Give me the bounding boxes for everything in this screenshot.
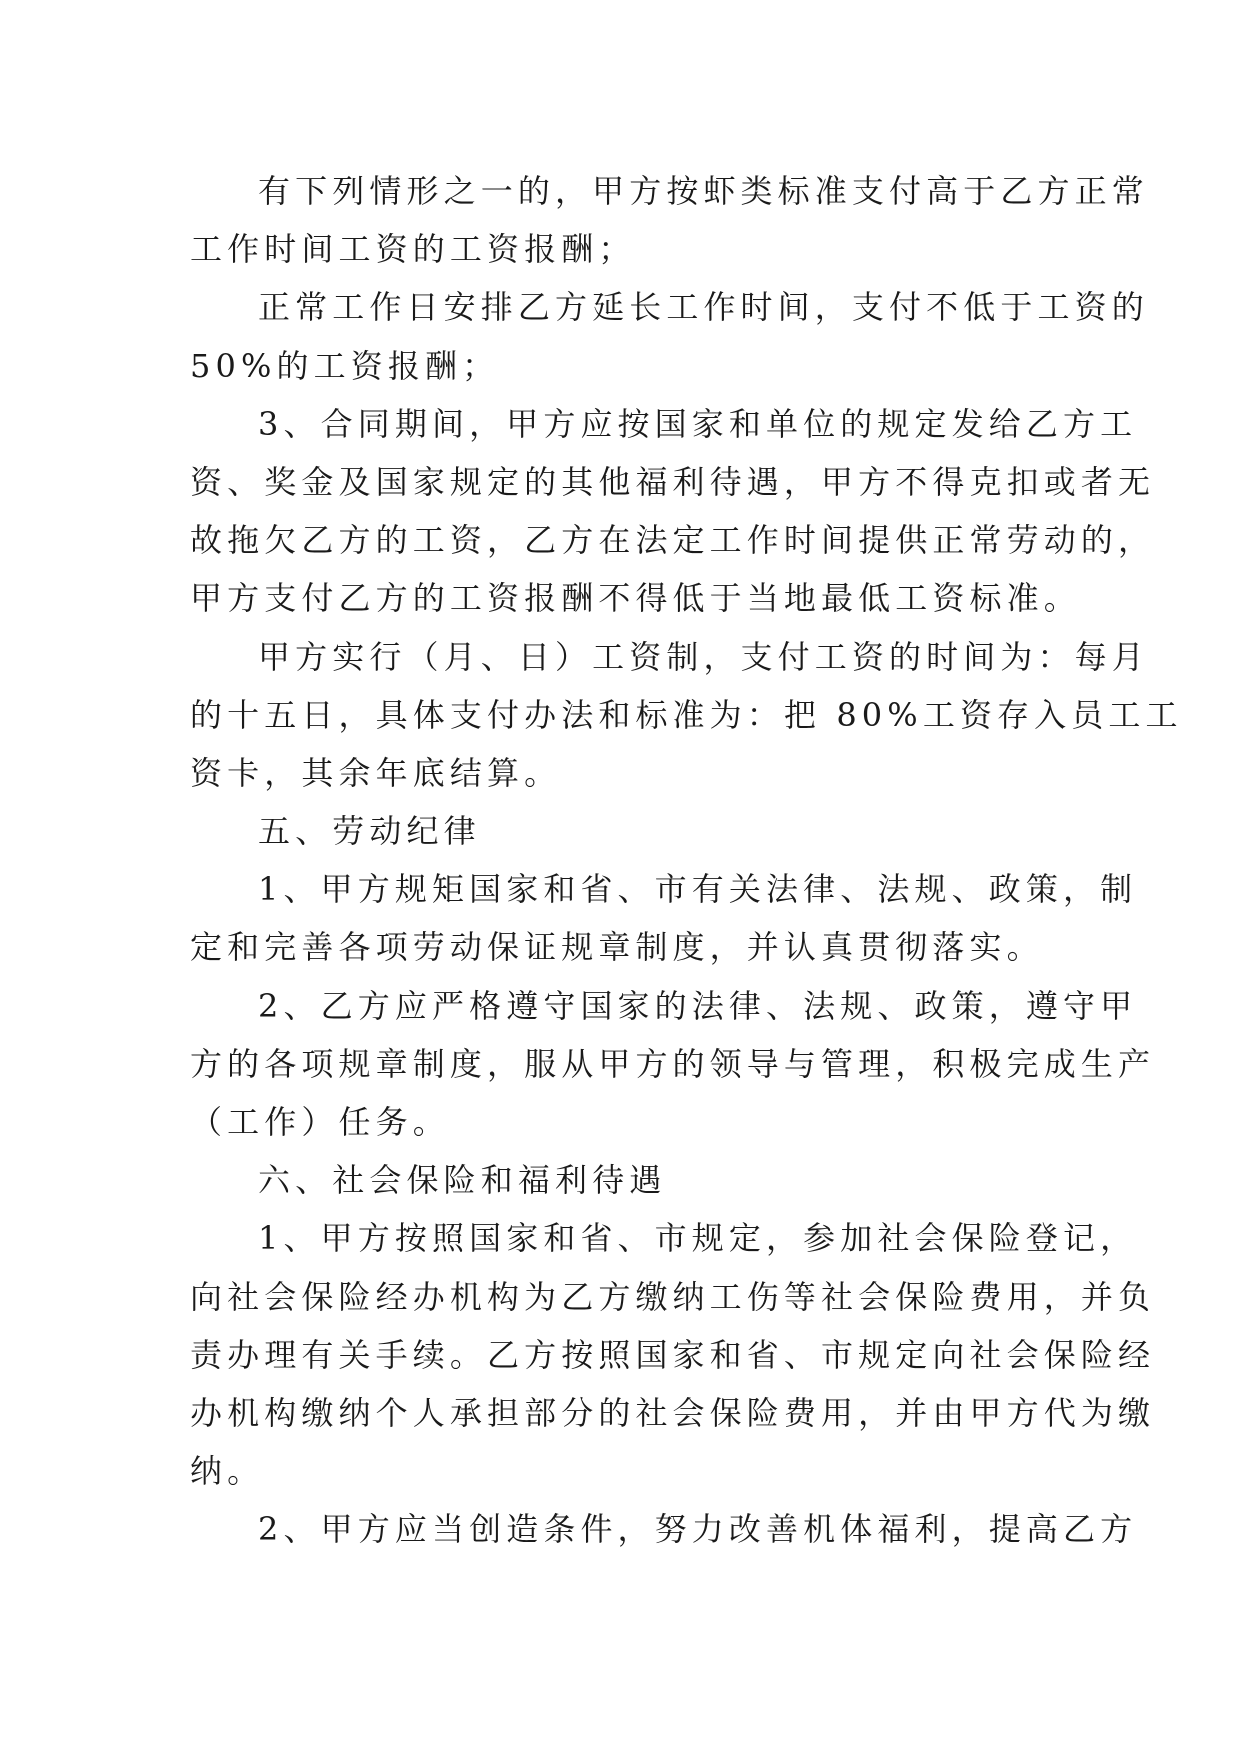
text-line: 方的各项规章制度，服从甲方的领导与管理，积极完成生产 bbox=[190, 1044, 1156, 1083]
text-line: 向社会保险经办机构为乙方缴纳工伤等社会保险费用，并负 bbox=[190, 1277, 1156, 1316]
text-line: 甲方支付乙方的工资报酬不得低于当地最低工资标准。 bbox=[190, 579, 1081, 618]
text-line: 2、乙方应严格遵守国家的法律、法规、政策，遵守甲 bbox=[258, 986, 1138, 1025]
text-line: 2、甲方应当创造条件，努力改善机体福利，提高乙方 bbox=[258, 1510, 1138, 1549]
text-line: 正常工作日安排乙方延长工作时间，支付不低于工资的 bbox=[258, 288, 1149, 327]
text-line: 纳。 bbox=[190, 1452, 265, 1491]
text-line: 责办理有关手续。乙方按照国家和省、市规定向社会保险经 bbox=[190, 1335, 1156, 1374]
text-line: 1、甲方规矩国家和省、市有关法律、法规、政策，制 bbox=[258, 870, 1138, 909]
text-line: （工作）任务。 bbox=[190, 1103, 450, 1141]
text-line: 办机构缴纳个人承担部分的社会保险费用，并由甲方代为缴 bbox=[190, 1393, 1156, 1432]
text-line: 资、奖金及国家规定的其他福利待遇，甲方不得克扣或者无 bbox=[190, 462, 1156, 501]
text-line: 的十五日，具体支付办法和标准为：把 80%工资存入员工工 bbox=[190, 695, 1183, 734]
document-page bbox=[190, 162, 1183, 1559]
section-heading: 六、社会保险和福利待遇 bbox=[258, 1161, 667, 1200]
text-line: 定和完善各项劳动保证规章制度，并认真贯彻落实。 bbox=[190, 928, 1044, 967]
text-line: 工作时间工资的工资报酬； bbox=[190, 230, 636, 269]
text-line: 有下列情形之一的，甲方按虾类标准支付高于乙方正常 bbox=[258, 172, 1149, 210]
text-line: 资卡，其余年底结算。 bbox=[190, 753, 562, 792]
text-line: 故拖欠乙方的工资，乙方在法定工作时间提供正常劳动的， bbox=[190, 521, 1156, 560]
text-line: 50%的工资报酬； bbox=[190, 346, 500, 385]
text-line: 3、合同期间，甲方应按国家和单位的规定发给乙方工 bbox=[258, 404, 1138, 443]
text-line: 1、甲方按照国家和省、市规定，参加社会保险登记， bbox=[258, 1219, 1138, 1258]
section-heading: 五、劳动纪律 bbox=[258, 812, 481, 851]
text-line: 甲方实行（月、日）工资制，支付工资的时间为：每月 bbox=[258, 637, 1149, 676]
